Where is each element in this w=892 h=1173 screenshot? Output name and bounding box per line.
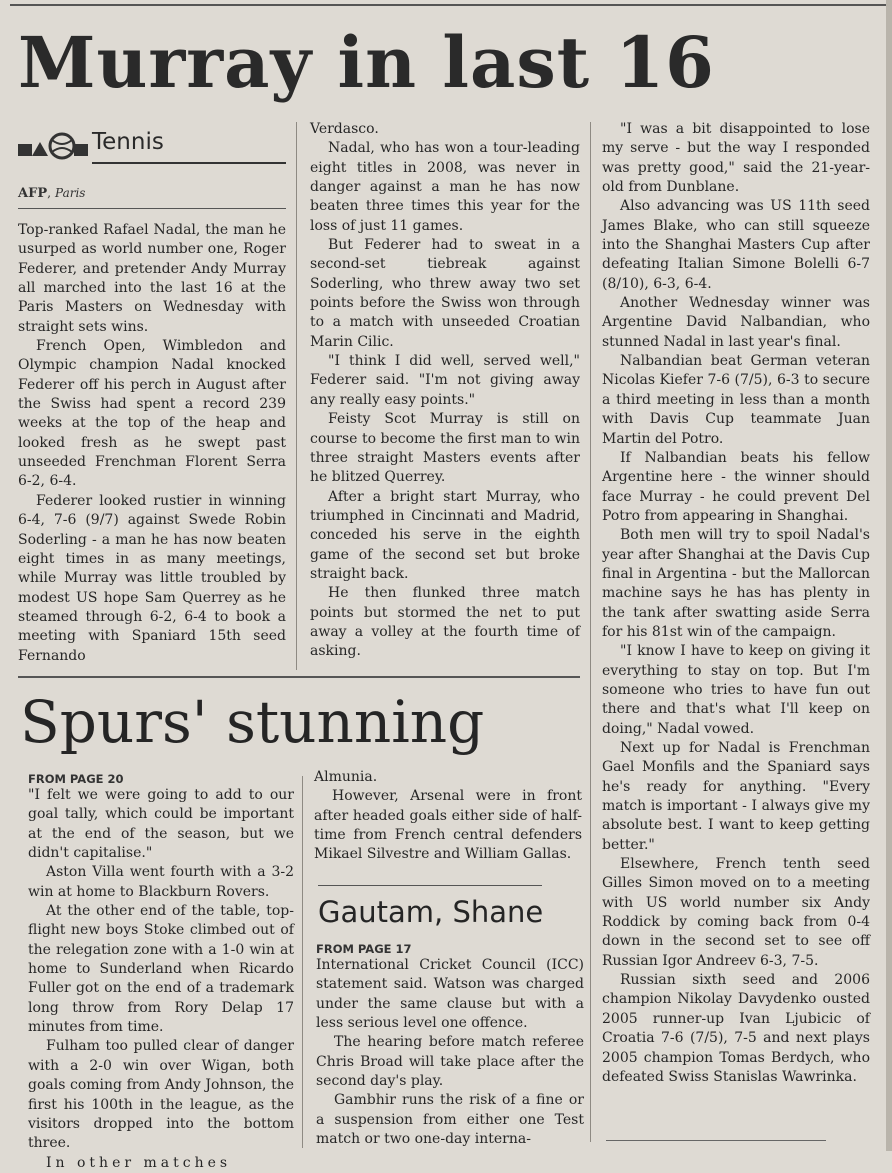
- paragraph: Another Wednesday winner was Argentine David Nalbandian, who stunned Nadal in last year's final.: [602, 295, 870, 350]
- paragraph: "I think I did well, served well," Federer said. "I'm not giving away any really easy points.": [310, 353, 580, 408]
- paragraph: Nalbandian beat German veteran Nicolas Kiefer 7-6 (7/5), 6-3 to secure a third meeting in less than a month with Davis Cup teammate Juan Martin del Potro.: [602, 353, 870, 447]
- paragraph: Nadal, who has won a tour-leading eight titles in 2008, was never in danger against a man he has now beaten three times this year for the loss of just 11 games.: [310, 140, 580, 234]
- paragraph: Both men will try to spoil Nadal's year after Shanghai at the Davis Cup final in Argentina - but the Mallorcan machine says he has has plenty in the tank after swatting aside Serra for his 81st win of the campaign.: [602, 527, 870, 640]
- byline-place: Paris: [55, 186, 86, 200]
- top-rule: [10, 4, 886, 6]
- byline: AFP, Paris: [18, 185, 86, 201]
- paragraph: Federer looked rustier in winning 6-4, 7-6 (9/7) against Swede Robin Soderling - a man he has now beaten eight times in as many meetings, while Murray was little troubled by modest US hope Sam Querrey as he steamed through 6-2, 6-4 to book a meeting with Spaniard 15th seed Fernando: [18, 492, 286, 664]
- spurs-column-1: [28, 772, 294, 1171]
- gautam-kicker: FROM PAGE 17: [316, 942, 412, 956]
- spurs-kicker: FROM PAGE 20: [28, 772, 124, 786]
- paragraph: Next up for Nadal is Frenchman Gael Monfils and the Spaniard says he's ready for anything. "Every match is important - I always give my absolute best. I want to keep getting better.": [602, 740, 870, 853]
- headline-gautam: Gautam, Shane: [318, 895, 544, 929]
- paragraph: After a bright start Murray, who triumphed in Cincinnati and Madrid, conceded his serve in the eighth game of the second set but broke straight back.: [310, 488, 580, 582]
- paragraph: At the other end of the table, top-flight new boys Stoke climbed out of the relegation zone with a 1-0 win at home to Sunderland when Ricardo Fuller got on the end of a trademark long throw from Rory Delap 17 minutes from time.: [28, 903, 294, 1036]
- tennis-column-3: [602, 120, 870, 1142]
- byline-rule: [18, 208, 286, 209]
- byline-agency: AFP: [18, 186, 48, 201]
- paragraph: Elsewhere, French tenth seed Gilles Simon moved on to a meeting with US world number six Andy Roddick by coming back from 0-4 down in the second set to see off Russian Igor Andreev 6-3, 7-5.: [602, 856, 870, 969]
- headline-murray: Murray in last 16: [18, 21, 715, 104]
- gautam-column: [316, 942, 584, 1151]
- paragraph: Also advancing was US 11th seed James Blake, who can still squeeze into the Shanghai Masters Cup after defeating Italian Simone Bolelli 6-7 (8/10), 6-3, 6-4.: [602, 198, 870, 292]
- paragraph: Almunia.: [314, 769, 378, 785]
- section-underline: [92, 162, 286, 164]
- paragraph: Fulham too pulled clear of danger with a 2-0 win over Wigan, both goals coming from Andy Johnson, the first his 100th in the league, as the visitors dropped into the bottom three.: [28, 1038, 294, 1152]
- paragraph: Verdasco.: [310, 121, 379, 137]
- column-divider: [590, 122, 591, 1142]
- story-separator-rule: [18, 676, 580, 678]
- paragraph: "I know I have to keep on giving it everything to stay on top. But I'm someone who tries to have fun out there and that's what I'll keep on doing," Nadal vowed.: [602, 643, 870, 737]
- column-divider: [296, 122, 297, 670]
- paragraph: Feisty Scot Murray is still on course to become the first man to win three straight Masters events after he blitzed Querrey.: [310, 411, 580, 486]
- paragraph: Aston Villa went fourth with a 3-2 win at home to Blackburn Rovers.: [28, 864, 294, 900]
- tennis-column-1: [18, 221, 286, 669]
- paragraph: Russian sixth seed and 2006 champion Nikolay Davydenko ousted 2005 runner-up Ivan Ljubicic of Croatia 7-6 (7/5), 7-5 and next plays 2005 champion Tomas Berdych, who defeated Swiss Stanislas Wawrinka.: [602, 972, 870, 1085]
- paragraph: International Cricket Council (ICC) statement said. Watson was charged under the same clause but with a less serious level one offence.: [316, 957, 584, 1032]
- paragraph: But Federer had to sweat in a second-set tiebreak against Soderling, who threw away two set points before the Swiss won through to a match with unseeded Croatian Marin Cilic.: [310, 237, 580, 350]
- spurs-column-2: [314, 768, 582, 883]
- paragraph: If Nalbandian beats his fellow Argentine here - the winner should face Murray - he could prevent Del Potro from appearing in Shanghai.: [602, 449, 870, 524]
- tennis-section-logo-icon: [18, 132, 88, 160]
- headline-spurs: Spurs' stunning: [20, 688, 485, 756]
- tennis-column-2: [310, 120, 580, 670]
- paragraph: However, Arsenal were in front after headed goals either side of half-time from French central defenders Mikael Silvestre and William Gallas.: [314, 788, 582, 863]
- page-edge: [886, 0, 892, 1151]
- story-end-rule: [606, 1140, 826, 1141]
- story-separator-rule: [318, 885, 542, 886]
- section-tennis: [18, 128, 286, 164]
- paragraph: He then flunked three match points but stormed the net to put away a volley at the fourth time of asking.: [310, 585, 580, 660]
- paragraph: "I was a bit disappointed to lose my serve - but the way I responded was pretty good," said the 21-year-old from Dunblane.: [602, 121, 870, 196]
- paragraph: French Open, Wimbledon and Olympic champion Nadal knocked Federer off his perch in August after the Swiss had spent a record 239 weeks at the top of the heap and looked fresh as he swept past unseeded Frenchman Florent Serra 6-2, 6-4.: [18, 338, 286, 490]
- column-divider: [302, 776, 303, 1148]
- paragraph: Top-ranked Rafael Nadal, the man he usurped as world number one, Roger Federer, and pretender Andy Murray all marched into the last 16 at the Paris Masters on Wednesday with straight sets wins.: [18, 222, 286, 335]
- paragraph: In other matches: [46, 1154, 232, 1171]
- section-label: Tennis: [92, 129, 164, 155]
- paragraph: The hearing before match referee Chris Broad will take place after the second day's play.: [316, 1034, 584, 1090]
- paragraph: Gambhir runs the risk of a fine or a suspension from either one Test match or two one-day interna-: [316, 1092, 584, 1148]
- paragraph: "I felt we were going to add to our goal tally, which could be important at the end of the season, but we didn't capitalise.": [28, 787, 294, 862]
